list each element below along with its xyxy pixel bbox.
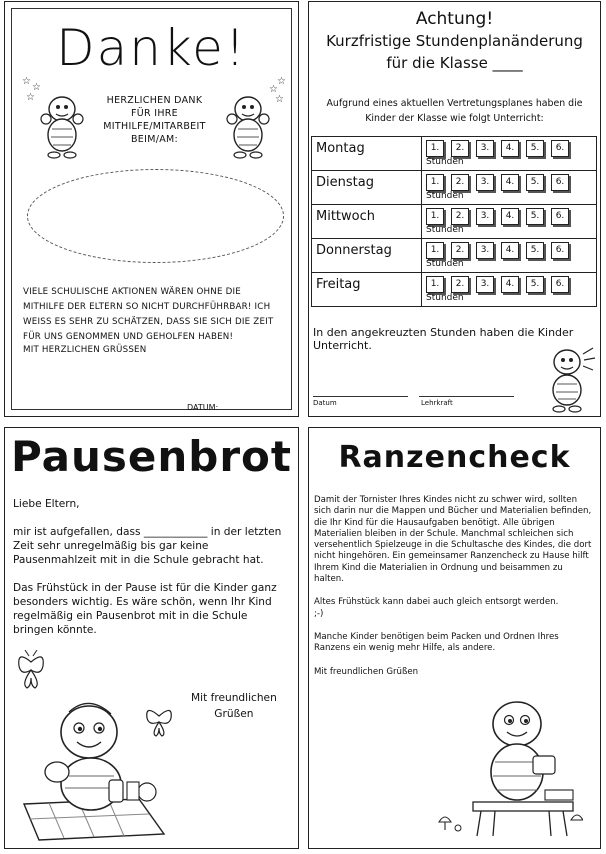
notice-heading: Achtung! (415, 9, 494, 29)
closing-line: Grüßen (214, 708, 254, 720)
backpack-check-card (308, 427, 601, 849)
hour-checkbox[interactable]: 6. (551, 140, 569, 157)
hour-checkbox[interactable]: 4. (501, 242, 519, 259)
closing: Mit freundlichen Grüßen (314, 666, 419, 677)
date-label: DATUM: (187, 403, 219, 412)
hour-checkboxes (426, 140, 594, 157)
day-label: Freitag (312, 273, 422, 307)
thank-you-card (4, 1, 299, 417)
hour-checkbox[interactable]: 2. (451, 208, 469, 225)
schedule-row (312, 273, 597, 307)
turtle-bench-illustration (433, 690, 583, 840)
thanks-body: VIELE SCHULISCHE AKTIONEN WÄREN OHNE DIE MITHILFE DER ELTERN SO NICHT DURCHFÜHRBAR! ICH WEISS ES SEHR ZU SCHÄTZEN, DASS SIE SICH DIE ZEIT FÜR UNS GENOMMEN UND GEHOLFEN HABEN! (23, 287, 274, 342)
paragraph: Das Frühstück in der Pause ist für die Kinder ganz besonders wichtig. Es wäre schön, wenn Ihr Kind regelmäßig ein Pausenbrot mit in die Schule bringen könnte. (13, 582, 277, 636)
hour-checkbox[interactable]: 1. (426, 242, 444, 259)
turtle-mascot-icon (541, 344, 597, 414)
lunch-note-card (4, 427, 299, 849)
lunch-note-closing (191, 690, 277, 722)
greeting: Liebe Eltern, (13, 498, 80, 510)
hour-checkbox[interactable]: 4. (501, 276, 519, 293)
hour-checkbox[interactable]: 1. (426, 208, 444, 225)
hours-label: Stunden (426, 157, 464, 167)
hour-checkbox[interactable]: 2. (451, 140, 469, 157)
schedule-row (312, 171, 597, 205)
hour-checkbox[interactable]: 5. (526, 174, 544, 191)
star-icon: ☆ (277, 76, 286, 87)
thank-you-card-frame (11, 8, 292, 410)
teacher-signature-line[interactable] (419, 396, 514, 397)
notice-subheading: Kurzfristige Stundenplanänderung (326, 32, 583, 50)
hour-checkboxes (426, 242, 594, 259)
lunch-note-title: Pausenbrot (11, 432, 292, 481)
star-icon: ☆ (26, 92, 35, 103)
star-icon: ☆ (22, 76, 31, 87)
hour-checkbox[interactable]: 2. (451, 276, 469, 293)
hour-checkbox[interactable]: 4. (501, 140, 519, 157)
hour-checkbox[interactable]: 3. (476, 140, 494, 157)
hour-checkbox[interactable]: 5. (526, 208, 544, 225)
hour-checkbox[interactable]: 1. (426, 276, 444, 293)
hours-cell (422, 137, 597, 171)
hour-checkbox[interactable]: 3. (476, 242, 494, 259)
hour-checkbox[interactable]: 2. (451, 174, 469, 191)
date-label: Datum (313, 399, 337, 407)
hours-label: Stunden (426, 225, 464, 235)
hour-checkbox[interactable]: 5. (526, 242, 544, 259)
thanks-closing: MIT HERZLICHEN GRÜSSEN (23, 345, 147, 355)
hours-label: Stunden (426, 191, 464, 201)
thanks-heading: HERZLICHEN DANK FÜR IHRE MITHILFE/MITARBEIT BEIM/AM: (103, 95, 206, 145)
hours-label: Stunden (426, 293, 464, 303)
date-signature-line[interactable] (313, 396, 408, 397)
paragraph: ;-) (314, 608, 324, 619)
teacher-label: Lehrkraft (421, 399, 453, 407)
schedule-row (312, 205, 597, 239)
hour-checkbox[interactable]: 4. (501, 174, 519, 191)
paragraph: Damit der Tornister Ihres Kindes nicht zu schwer wird, sollten sich darin nur die Mappen und Bücher und Materialien befinden, die Ihr Kind für die Hausaufgaben benötigt. Alle übrigen Materialien bleiben in der Schule. Manchmal schleichen sich versehentlich Spielzeuge in die Schultasche des Kindes, die dort nicht hingehören. Ein gemeinsamer Ranzencheck zu Hause hilft Ihrem Kind die Materialien in Ordnung und beisammen zu halten. (314, 495, 592, 585)
hour-checkboxes (426, 174, 594, 191)
day-label: Dienstag (312, 171, 422, 205)
schedule-change-card (308, 1, 601, 417)
hours-cell (422, 205, 597, 239)
schedule-row (312, 137, 597, 171)
hour-checkbox[interactable]: 3. (476, 174, 494, 191)
star-icon: ☆ (269, 84, 278, 95)
paragraph: mir ist aufgefallen, dass ____________ in der letzten Zeit sehr unregelmäßig bis gar keine Pausenmahlzeit mit in die Schule gebracht hat. (13, 526, 282, 566)
hour-checkbox[interactable]: 2. (451, 242, 469, 259)
hours-label: Stunden (426, 259, 464, 269)
backpack-check-title: Ranzencheck (338, 440, 571, 475)
thank-you-title: Danke! (56, 19, 247, 77)
hour-checkbox[interactable]: 1. (426, 140, 444, 157)
hour-checkbox[interactable]: 6. (551, 208, 569, 225)
star-icon: ☆ (275, 94, 284, 105)
hour-checkboxes (426, 208, 594, 225)
day-label: Donnerstag (312, 239, 422, 273)
hour-checkbox[interactable]: 1. (426, 174, 444, 191)
paragraph: Altes Frühstück kann dabei auch gleich entsorgt werden. (314, 597, 559, 608)
day-label: Mittwoch (312, 205, 422, 239)
hours-cell (422, 171, 597, 205)
turtle-mascot-icon (38, 93, 84, 161)
lunch-note-body (13, 497, 290, 637)
day-label: Montag (312, 137, 422, 171)
hours-cell (422, 273, 597, 307)
paragraph: Manche Kinder benötigen beim Packen und Ordnen Ihres Ranzens ein wenig mehr Hilfe, als andere. (314, 631, 559, 654)
write-in-ellipse[interactable] (27, 169, 284, 263)
hour-checkbox[interactable]: 4. (501, 208, 519, 225)
turtle-mascot-icon (226, 93, 272, 161)
hour-checkbox[interactable]: 5. (526, 276, 544, 293)
notice-outro: In den angekreuzten Stunden haben die Kinder Unterricht. (313, 326, 574, 352)
hour-checkbox[interactable]: 6. (551, 276, 569, 293)
hour-checkbox[interactable]: 6. (551, 174, 569, 191)
schedule-row (312, 239, 597, 273)
hours-cell (422, 239, 597, 273)
hour-checkbox[interactable]: 3. (476, 208, 494, 225)
notice-intro: Aufgrund eines aktuellen Vertretungsplanes haben die Kinder der Klasse wie folgt Unterricht: (326, 98, 583, 124)
turtle-picnic-illustration (19, 684, 169, 842)
closing-line: Mit freundlichen (191, 692, 277, 704)
schedule-table (311, 136, 597, 307)
hour-checkboxes (426, 276, 594, 293)
class-line: für die Klasse ____ (386, 54, 523, 72)
hour-checkbox[interactable]: 5. (526, 140, 544, 157)
star-icon: ☆ (32, 82, 41, 93)
hour-checkbox[interactable]: 6. (551, 242, 569, 259)
backpack-check-body (314, 495, 592, 678)
hour-checkbox[interactable]: 3. (476, 276, 494, 293)
